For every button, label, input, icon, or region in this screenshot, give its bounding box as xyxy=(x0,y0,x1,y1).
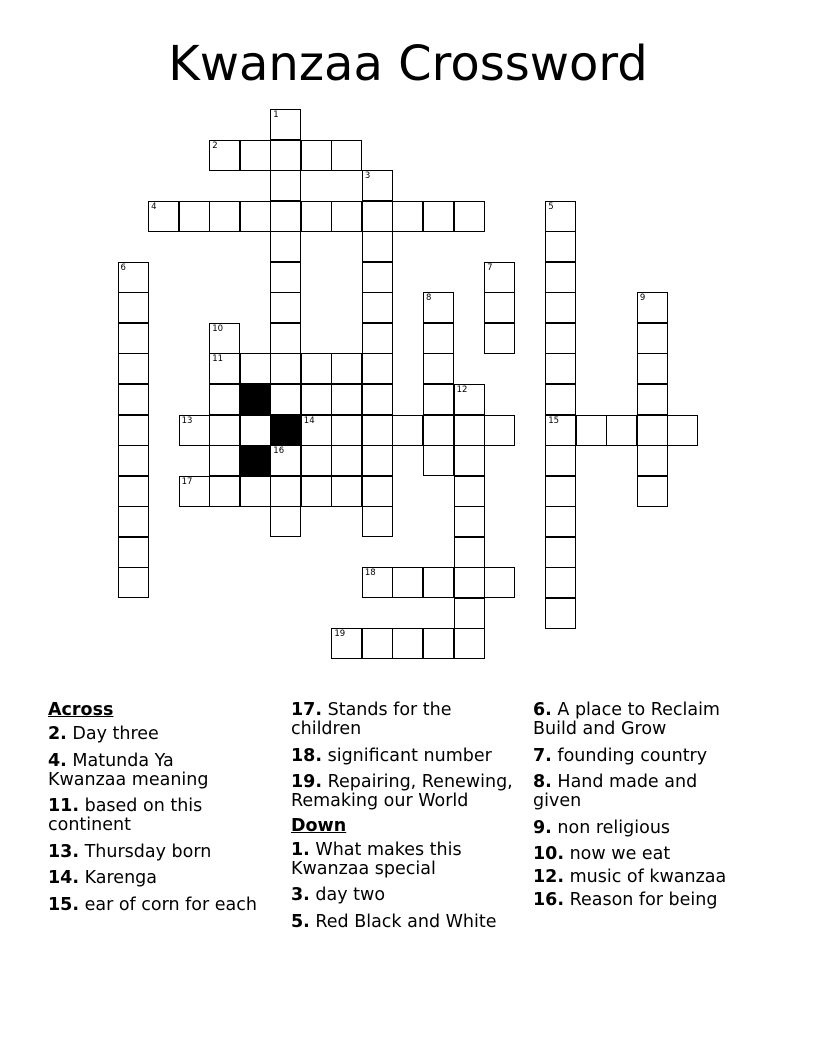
grid-cell[interactable] xyxy=(270,292,301,323)
grid-cell[interactable] xyxy=(454,628,485,659)
grid-cell[interactable] xyxy=(240,476,271,507)
clue-number-label: 19 xyxy=(334,629,346,640)
clue-number: 15. xyxy=(48,894,80,915)
clue-text: founding country xyxy=(557,745,708,766)
grid-cell[interactable] xyxy=(423,323,454,354)
grid-cell[interactable] xyxy=(209,445,240,476)
clue-number: 2. xyxy=(48,724,67,744)
clue-text: A place to Reclaim Build and Grow xyxy=(533,700,720,739)
grid-cell[interactable] xyxy=(637,353,668,384)
grid-cell[interactable] xyxy=(240,140,271,171)
grid-cell[interactable] xyxy=(270,231,301,262)
grid-cell[interactable] xyxy=(148,201,179,232)
grid-cell[interactable] xyxy=(209,476,240,507)
grid-cell[interactable] xyxy=(545,476,576,507)
grid-cell[interactable] xyxy=(270,140,301,171)
grid-cell[interactable] xyxy=(545,567,576,598)
grid-cell[interactable] xyxy=(362,567,393,598)
grid-cell[interactable] xyxy=(423,201,454,232)
down-heading: Down xyxy=(291,815,347,836)
grid-cell[interactable] xyxy=(270,353,301,384)
grid-cell[interactable] xyxy=(118,415,149,446)
clue-number-label: 6 xyxy=(120,262,126,273)
grid-cell[interactable] xyxy=(362,628,393,659)
grid-cell[interactable] xyxy=(179,201,210,232)
grid-cell[interactable] xyxy=(270,201,301,232)
grid-cell[interactable] xyxy=(331,445,362,476)
clue-text: Matunda Ya Kwanzaa meaning xyxy=(48,750,209,790)
clue-text: Reason for being xyxy=(569,890,718,910)
grid-cell[interactable] xyxy=(270,262,301,293)
grid-cell[interactable] xyxy=(270,506,301,537)
grid-cell[interactable] xyxy=(362,231,393,262)
grid-cell[interactable] xyxy=(118,384,149,415)
grid-cell[interactable] xyxy=(606,415,637,446)
grid-cell[interactable] xyxy=(637,384,668,415)
grid-cell[interactable] xyxy=(301,476,332,507)
clue-column-2 xyxy=(291,701,523,939)
clue-number-label: 11 xyxy=(212,354,224,365)
grid-cell[interactable] xyxy=(576,415,607,446)
clue-text: ear of corn for each xyxy=(84,894,257,915)
clue-number: 17. xyxy=(291,700,323,720)
clue-number: 5. xyxy=(291,911,310,932)
grid-cell[interactable] xyxy=(454,537,485,568)
grid-cell[interactable] xyxy=(301,140,332,171)
grid-cell[interactable] xyxy=(362,323,393,354)
grid-cell[interactable] xyxy=(118,262,149,293)
grid-cell[interactable] xyxy=(637,323,668,354)
clue-number: 9. xyxy=(533,817,552,838)
clue-number-label: 18 xyxy=(364,568,376,579)
grid-cell[interactable] xyxy=(545,292,576,323)
grid-cell[interactable] xyxy=(331,201,362,232)
clue-number: 11. xyxy=(48,796,80,816)
clue-down-16[interactable] xyxy=(533,891,773,910)
clue-text: significant number xyxy=(327,745,492,766)
grid-cell[interactable] xyxy=(545,537,576,568)
grid-cell[interactable] xyxy=(392,628,423,659)
clue-down-1[interactable] xyxy=(291,841,481,879)
grid-cell[interactable] xyxy=(637,476,668,507)
grid-cell[interactable] xyxy=(484,415,515,446)
grid-cell[interactable] xyxy=(270,445,301,476)
clue-down-10[interactable] xyxy=(533,845,773,864)
grid-cell[interactable] xyxy=(454,567,485,598)
grid-cell[interactable] xyxy=(637,445,668,476)
grid-cell[interactable] xyxy=(179,415,210,446)
clue-text: Stands for the children xyxy=(291,700,452,739)
grid-cell[interactable] xyxy=(301,353,332,384)
clue-number-label: 9 xyxy=(639,293,646,304)
grid-cell[interactable] xyxy=(362,170,393,201)
grid-cell[interactable] xyxy=(423,567,454,598)
clue-number: 4. xyxy=(48,750,67,771)
page-title: Kwanzaa Crossword xyxy=(168,36,648,92)
grid-cell[interactable] xyxy=(484,262,515,293)
grid-cell[interactable] xyxy=(209,384,240,415)
clue-text: Hand made and given xyxy=(533,772,698,811)
clue-number-label: 17 xyxy=(181,476,193,487)
grid-cell[interactable] xyxy=(484,292,515,323)
clue-column-3 xyxy=(533,701,773,918)
black-square xyxy=(240,445,271,476)
grid-cell[interactable] xyxy=(331,140,362,171)
grid-cell[interactable] xyxy=(545,231,576,262)
grid-cell[interactable] xyxy=(118,323,149,354)
grid-cell[interactable] xyxy=(362,415,393,446)
grid-cell[interactable] xyxy=(454,384,485,415)
grid-cell[interactable] xyxy=(331,415,362,446)
grid-cell[interactable] xyxy=(179,476,210,507)
clue-text: Thursday born xyxy=(84,841,212,862)
grid-cell[interactable] xyxy=(301,445,332,476)
grid-cell[interactable] xyxy=(362,353,393,384)
grid-cell[interactable] xyxy=(331,353,362,384)
grid-cell[interactable] xyxy=(423,384,454,415)
black-square xyxy=(270,415,301,446)
grid-cell[interactable] xyxy=(545,415,576,446)
clue-number-label: 3 xyxy=(364,171,371,182)
clue-down-3[interactable] xyxy=(291,886,523,905)
clue-across-11[interactable] xyxy=(48,797,223,835)
grid-cell[interactable] xyxy=(240,353,271,384)
grid-cell[interactable] xyxy=(209,323,240,354)
grid-cell[interactable] xyxy=(545,262,576,293)
clue-across-4[interactable] xyxy=(48,752,223,790)
clue-number: 12. xyxy=(533,867,565,887)
clue-text: based on this continent xyxy=(48,796,203,835)
grid-cell[interactable] xyxy=(270,109,301,140)
clue-across-19[interactable] xyxy=(291,773,523,811)
grid-cell[interactable] xyxy=(240,415,271,446)
grid-cell[interactable] xyxy=(392,567,423,598)
grid-cell[interactable] xyxy=(331,384,362,415)
grid-cell[interactable] xyxy=(454,415,485,446)
clue-number: 10. xyxy=(533,844,565,864)
clue-text: What makes this Kwanzaa special xyxy=(291,839,462,879)
clue-number-label: 1 xyxy=(273,110,279,120)
grid-cell[interactable] xyxy=(454,598,485,629)
grid-cell[interactable] xyxy=(484,323,515,354)
grid-cell[interactable] xyxy=(118,292,149,323)
clue-number-label: 16 xyxy=(273,446,285,457)
grid-cell[interactable] xyxy=(362,476,393,507)
clue-number: 8. xyxy=(533,772,552,792)
clue-number: 3. xyxy=(291,885,310,905)
clue-number-label: 13 xyxy=(181,415,193,426)
clue-text: Red Black and White xyxy=(315,911,497,932)
grid-cell[interactable] xyxy=(545,445,576,476)
clue-down-6[interactable] xyxy=(533,701,738,739)
grid-cell[interactable] xyxy=(209,415,240,446)
clue-down-12[interactable] xyxy=(533,868,773,887)
grid-cell[interactable] xyxy=(301,384,332,415)
grid-cell[interactable] xyxy=(362,445,393,476)
grid-cell[interactable] xyxy=(209,201,240,232)
clue-number-label: 4 xyxy=(151,201,157,212)
grid-cell[interactable] xyxy=(423,628,454,659)
clue-number-label: 15 xyxy=(548,415,560,426)
grid-cell[interactable] xyxy=(392,201,423,232)
clue-text: music of kwanzaa xyxy=(569,867,727,887)
clue-number: 19. xyxy=(291,772,323,792)
clue-down-8[interactable] xyxy=(533,773,713,811)
grid-cell[interactable] xyxy=(454,506,485,537)
grid-cell[interactable] xyxy=(454,476,485,507)
clue-across-2[interactable] xyxy=(48,725,278,744)
grid-cell[interactable] xyxy=(331,628,362,659)
grid-cell[interactable] xyxy=(270,170,301,201)
grid-cell[interactable] xyxy=(637,292,668,323)
grid-cell[interactable] xyxy=(362,384,393,415)
grid-cell[interactable] xyxy=(301,201,332,232)
clue-across-17[interactable] xyxy=(291,701,466,739)
grid-cell[interactable] xyxy=(270,384,301,415)
clue-text: non religious xyxy=(557,817,671,838)
clue-across-14[interactable] xyxy=(48,869,278,888)
clue-number-label: 7 xyxy=(487,262,493,273)
grid-cell[interactable] xyxy=(118,476,149,507)
clue-down-7[interactable] xyxy=(533,747,773,766)
clue-down-5[interactable] xyxy=(291,913,523,932)
grid-cell[interactable] xyxy=(362,506,393,537)
grid-cell[interactable] xyxy=(118,537,149,568)
clue-text: now we eat xyxy=(569,844,671,864)
grid-cell[interactable] xyxy=(423,415,454,446)
grid-cell[interactable] xyxy=(362,262,393,293)
grid-cell[interactable] xyxy=(423,292,454,323)
grid-cell[interactable] xyxy=(667,415,698,446)
grid-cell[interactable] xyxy=(545,384,576,415)
grid-cell[interactable] xyxy=(118,445,149,476)
grid-cell[interactable] xyxy=(545,506,576,537)
grid-cell[interactable] xyxy=(118,567,149,598)
grid-cell[interactable] xyxy=(270,323,301,354)
grid-cell[interactable] xyxy=(240,201,271,232)
clue-number: 18. xyxy=(291,745,323,766)
clue-number-label: 12 xyxy=(456,384,468,395)
grid-cell[interactable] xyxy=(545,201,576,232)
grid-cell[interactable] xyxy=(392,415,423,446)
grid-cell[interactable] xyxy=(301,415,332,446)
clue-number: 6. xyxy=(533,700,552,720)
grid-cell[interactable] xyxy=(362,292,393,323)
clue-across-18[interactable] xyxy=(291,747,523,766)
clue-column-1 xyxy=(48,701,278,922)
clue-across-13[interactable] xyxy=(48,843,278,862)
clue-text: Day three xyxy=(72,724,159,744)
clue-down-9[interactable] xyxy=(533,819,773,838)
grid-cell[interactable] xyxy=(454,201,485,232)
black-square xyxy=(240,384,271,415)
grid-cell[interactable] xyxy=(545,323,576,354)
grid-cell[interactable] xyxy=(454,445,485,476)
grid-cell[interactable] xyxy=(270,476,301,507)
clue-number-label: 8 xyxy=(426,293,432,304)
clue-across-15[interactable] xyxy=(48,896,278,915)
clue-number: 1. xyxy=(291,839,310,860)
clue-number: 7. xyxy=(533,745,552,766)
grid-cell[interactable] xyxy=(545,353,576,384)
grid-cell[interactable] xyxy=(209,353,240,384)
grid-cell[interactable] xyxy=(331,476,362,507)
grid-cell[interactable] xyxy=(423,353,454,384)
grid-cell[interactable] xyxy=(209,140,240,171)
clue-text: day two xyxy=(315,885,386,905)
grid-cell[interactable] xyxy=(637,415,668,446)
grid-cell[interactable] xyxy=(362,201,393,232)
clue-number: 16. xyxy=(533,890,565,910)
clue-number: 13. xyxy=(48,841,80,862)
clue-text: Repairing, Renewing, Remaking our World xyxy=(291,772,513,811)
clue-number-label: 5 xyxy=(548,201,554,212)
clue-number: 14. xyxy=(48,868,80,888)
grid-cell[interactable] xyxy=(118,506,149,537)
clue-number-label: 14 xyxy=(303,415,315,426)
grid-cell[interactable] xyxy=(484,567,515,598)
across-heading: Across xyxy=(48,700,114,720)
grid-cell[interactable] xyxy=(545,598,576,629)
clue-number-label: 2 xyxy=(212,140,218,151)
clue-text: Karenga xyxy=(84,868,157,888)
clue-number-label: 10 xyxy=(212,323,224,334)
grid-cell[interactable] xyxy=(118,353,149,384)
grid-cell[interactable] xyxy=(423,445,454,476)
